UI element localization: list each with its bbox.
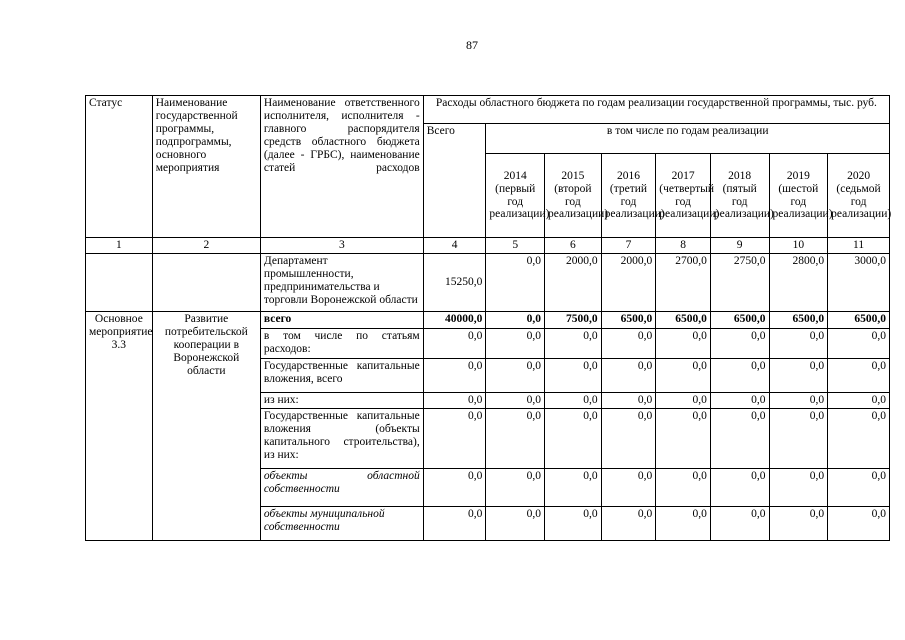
row-value: 0,0 xyxy=(769,358,828,392)
row-value: 0,0 xyxy=(545,506,602,540)
row-total: 0,0 xyxy=(423,328,486,358)
column-number: 4 xyxy=(423,238,486,254)
row-value: 0,0 xyxy=(710,506,769,540)
row-value: 0,0 xyxy=(769,392,828,408)
column-number: 9 xyxy=(710,238,769,254)
row-value: 0,0 xyxy=(486,358,545,392)
department-name: Департамент промышленности, предпринимательства и торговли Воронежской области xyxy=(260,253,423,311)
row-value: 6500,0 xyxy=(769,311,828,328)
row-value: 0,0 xyxy=(828,358,890,392)
row-value: 6500,0 xyxy=(601,311,656,328)
row-value: 0,0 xyxy=(828,506,890,540)
row-value: 0,0 xyxy=(710,408,769,468)
row-value: 7500,0 xyxy=(545,311,602,328)
row-value: 0,0 xyxy=(486,408,545,468)
row-value: 0,0 xyxy=(710,328,769,358)
row-total: 0,0 xyxy=(423,408,486,468)
row-value: 0,0 xyxy=(545,408,602,468)
row-total: 40000,0 xyxy=(423,311,486,328)
row-label: всего xyxy=(260,311,423,328)
column-number: 3 xyxy=(260,238,423,254)
row-value: 0,0 xyxy=(545,392,602,408)
row-total: 0,0 xyxy=(423,358,486,392)
row-value: 6500,0 xyxy=(828,311,890,328)
row-value: 0,0 xyxy=(828,408,890,468)
page-number: 87 xyxy=(466,38,478,52)
row-value: 0,0 xyxy=(710,358,769,392)
header-year-2014: 2014 (первый год реализации) xyxy=(486,154,545,238)
header-executor: Наименование ответственного исполнителя, исполнителя - главного распорядителя средств областного бюджета (далее - ГРБС), наименование статей расходов xyxy=(260,96,423,238)
column-number-row xyxy=(86,238,890,254)
row-value: 0,0 xyxy=(601,506,656,540)
header-year-2019: 2019 (шестой год реализации) xyxy=(769,154,828,238)
row-value: 0,0 xyxy=(769,408,828,468)
row-label: Государственные капитальные вложения (объекты капитального строительства), из них: xyxy=(260,408,423,468)
department-value: 2000,0 xyxy=(545,253,602,311)
row-label: в том числе по статьям расходов: xyxy=(260,328,423,358)
header-year-2017: 2017 (четвертый год реализации) xyxy=(656,154,711,238)
row-value: 0,0 xyxy=(769,506,828,540)
row-value: 0,0 xyxy=(656,392,711,408)
header-expenses: Расходы областного бюджета по годам реализации государственной программы, тыс. руб. xyxy=(423,96,889,124)
column-number: 2 xyxy=(152,238,260,254)
row-value: 0,0 xyxy=(486,392,545,408)
row-value: 0,0 xyxy=(656,328,711,358)
row-value: 0,0 xyxy=(601,392,656,408)
row-label: из них: xyxy=(260,392,423,408)
row-value: 0,0 xyxy=(545,468,602,506)
row-value: 0,0 xyxy=(486,328,545,358)
row-value: 0,0 xyxy=(486,506,545,540)
row-label: объекты муниципальной собственности xyxy=(260,506,423,540)
column-number: 11 xyxy=(828,238,890,254)
column-number: 1 xyxy=(86,238,153,254)
row-value: 0,0 xyxy=(828,392,890,408)
header-year-2016: 2016 (третий год реализации) xyxy=(601,154,656,238)
header-total: Всего xyxy=(423,124,486,238)
header-by-years: в том числе по годам реализации xyxy=(486,124,890,154)
column-number: 5 xyxy=(486,238,545,254)
row-value: 0,0 xyxy=(710,392,769,408)
row-total: 0,0 xyxy=(423,468,486,506)
row-value: 0,0 xyxy=(656,468,711,506)
activity-status: Основное мероприятие 3.3 xyxy=(86,311,153,540)
row-value: 0,0 xyxy=(769,328,828,358)
row-value: 0,0 xyxy=(601,358,656,392)
department-value: 3000,0 xyxy=(828,253,890,311)
row-label: Государственные капитальные вложения, всего xyxy=(260,358,423,392)
row-value: 0,0 xyxy=(601,408,656,468)
row-value: 0,0 xyxy=(656,358,711,392)
row-value: 0,0 xyxy=(545,328,602,358)
department-value: 0,0 xyxy=(486,253,545,311)
row-value: 0,0 xyxy=(486,468,545,506)
department-value: 2750,0 xyxy=(710,253,769,311)
department-value: 2000,0 xyxy=(601,253,656,311)
department-total: 15250,0 xyxy=(423,253,486,311)
row-value: 0,0 xyxy=(656,506,711,540)
header-year-2018: 2018 (пятый год реализации) xyxy=(710,154,769,238)
activity-name: Развитие потребительской кооперации в Воронежской области xyxy=(152,311,260,540)
row-value: 0,0 xyxy=(601,468,656,506)
department-row xyxy=(86,253,890,311)
row-value: 0,0 xyxy=(656,408,711,468)
row-total: 0,0 xyxy=(423,392,486,408)
row-value: 0,0 xyxy=(601,328,656,358)
column-number: 6 xyxy=(545,238,602,254)
department-value: 2700,0 xyxy=(656,253,711,311)
header-year-2015: 2015 (второй год реализации) xyxy=(545,154,602,238)
row-value: 0,0 xyxy=(769,468,828,506)
row-value: 0,0 xyxy=(545,358,602,392)
row-value: 6500,0 xyxy=(710,311,769,328)
column-number: 10 xyxy=(769,238,828,254)
row-value: 0,0 xyxy=(828,328,890,358)
header-status: Статус xyxy=(86,96,153,238)
row-value: 0,0 xyxy=(710,468,769,506)
row-value: 0,0 xyxy=(486,311,545,328)
department-value: 2800,0 xyxy=(769,253,828,311)
row-value: 0,0 xyxy=(828,468,890,506)
row-value: 6500,0 xyxy=(656,311,711,328)
column-number: 7 xyxy=(601,238,656,254)
row-total: 0,0 xyxy=(423,506,486,540)
table-row xyxy=(86,311,890,328)
header-year-2020: 2020 (седьмой год реализации) xyxy=(828,154,890,238)
row-label: объекты областной собственности xyxy=(260,468,423,506)
budget-table xyxy=(85,95,890,541)
column-number: 8 xyxy=(656,238,711,254)
header-program-name: Наименование государственной программы, подпрограммы, основного мероприятия xyxy=(152,96,260,238)
